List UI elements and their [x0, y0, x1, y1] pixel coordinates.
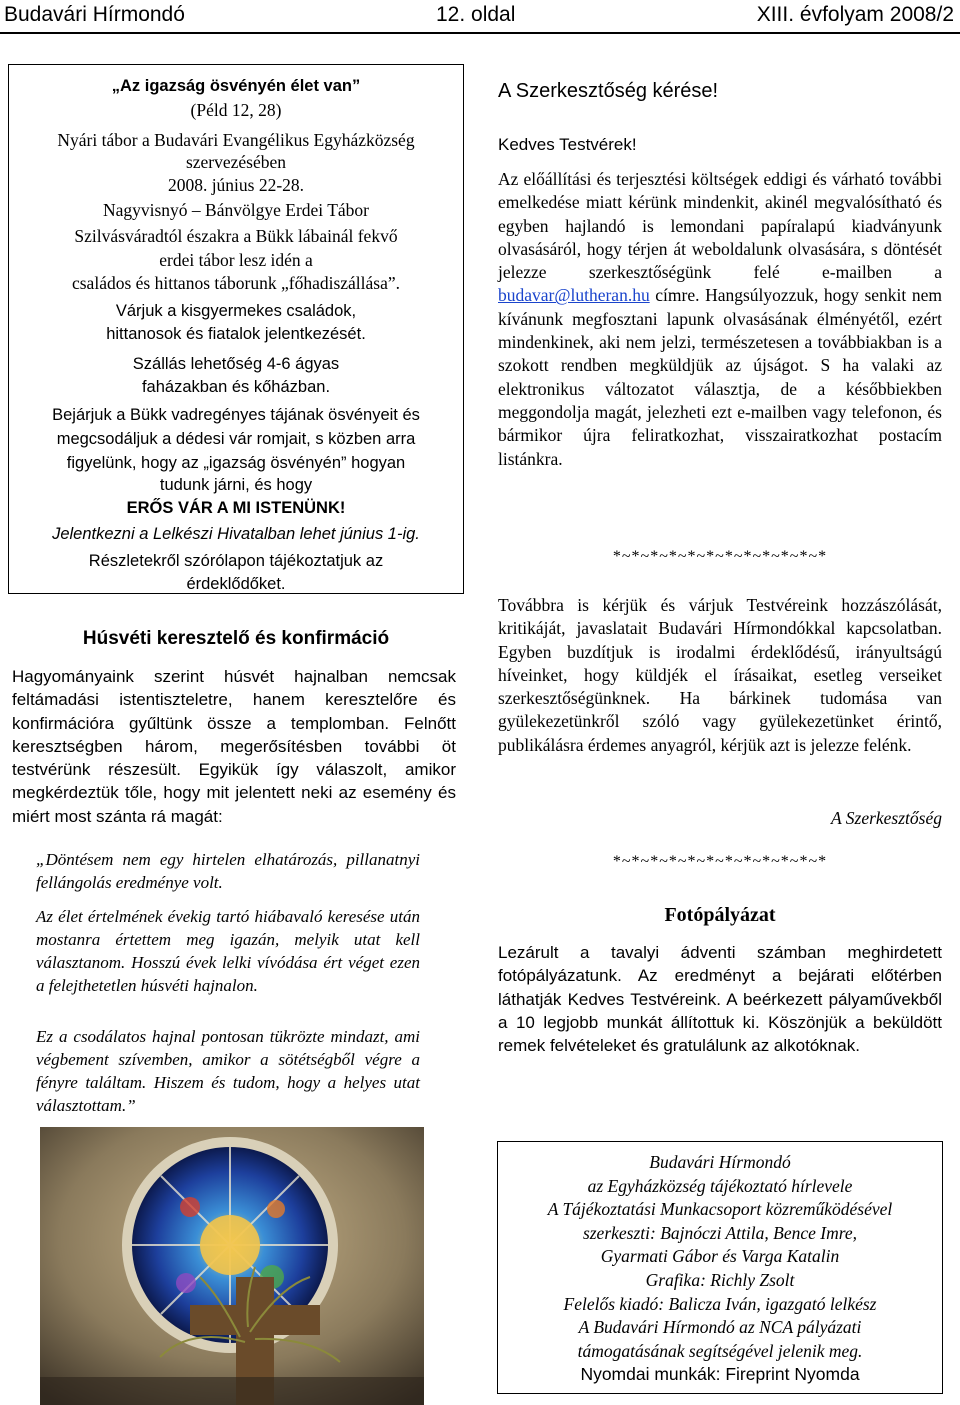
editor-body2: Továbbra is kérjük és várjuk Testvéreink hozzászólását, kritikáját, javaslatait Budavári Hírmondókkal kapcsolatban. Egyben buzdítjuk is irodalmi érdeklődésű, irányultságú híveinket, hogy küldjék el írásaikat, esetleg verseiket szerkesztőségünknek. Ha bárkinek tudomása van gyülekezetünkről szóló vagy gyülekezetünket érintő, publikálásra érdemes anyagról, kérjük azt is jelezze felénk. — [498, 595, 942, 755]
baptism-title: Húsvéti keresztelő és konfirmáció — [82, 628, 390, 649]
editor-body-text: címre. Hangsúlyozzuk, hogy senkit nem kívánunk megfosztani lapunk olvasásának élményétől, ezért mindenkinek, aki nem jelzi, természetesen a továbbiakban is a szokott rendben megküldjük az újságot. S ha valaki az elektronikus változatot választja, de a későbbiekben meggondolja magát, jelezheti ezt e-mailben vagy telefonon, és bármikor újra feliratkozhat, visszairatkozhat postacím listánkra. — [498, 285, 942, 469]
photo-contest-body: Lezárult a tavalyi ádventi számban meghirdetett fotópályázatunk. Az eredményt a bejárati előtérben láthatják Kedves Testvéreink. A beérkezett pályaművekből a 10 legjobb munkát állítottuk ki. Köszönjük a beküldött remek felvételeket és gratulálunk az alkotóknak. — [498, 943, 942, 1056]
camp-details: Részletekről szórólapon tájékoztatjuk az — [88, 552, 384, 570]
impressum-line: támogatásának segítségével jelenik meg. — [577, 1341, 863, 1361]
editor-signature: A Szerkesztőség — [831, 808, 942, 828]
church-window-photo — [40, 1127, 424, 1405]
camp-title: „Az igazság ösvényén élet van” — [111, 77, 361, 95]
impressum-line: az Egyházközség tájékoztató hírlevele — [587, 1176, 853, 1196]
camp-trip: megcsodáljuk a dédesi vár romjait, s közben arra — [56, 430, 416, 448]
camp-reference: (Péld 12, 28) — [190, 100, 282, 120]
camp-wait: hittanosok és fiatalok jelentkezését. — [106, 325, 366, 343]
baptism-quote: Ez a csodálatos hajnal pontosan tükrözte mindazt, ami végbement szívemben, amikor a sötétségből végre a fényre találtam. Hiszem és tudom, hogy a helyes utat választottam.” — [36, 1027, 420, 1115]
camp-date: 2008. június 22-28. — [167, 175, 305, 195]
camp-motto: ERŐS VÁR A MI ISTENÜNK! — [126, 499, 346, 517]
impressum-line: Nyomdai munkák: Fireprint Nyomda — [580, 1364, 860, 1384]
impressum-line: Felelős kiadó: Balicza Iván, igazgató lelkész — [563, 1294, 877, 1314]
photo-contest-title: Fotópályázat — [664, 904, 776, 926]
header-rule — [0, 32, 960, 34]
camp-lodging: Szállás lehetőség 4-6 ágyas — [132, 355, 340, 373]
editor-email-link[interactable]: budavar@lutheran.hu — [498, 285, 650, 306]
camp-trip: tudunk járni, és hogy — [159, 476, 313, 494]
camp-desc: családos és hittanos táborunk „főhadiszállása”. — [71, 273, 400, 293]
impressum-line: Grafika: Richly Zsolt — [645, 1270, 795, 1290]
editor-title: A Szerkesztőség kérése! — [498, 80, 719, 102]
header-page: 12. oldal — [436, 3, 516, 26]
editor-body-text: Az előállítási és terjesztési költségek eddigi és várható további emelkedése miatt kérünk mindenkit, akinél megvalósítható és egyben hajlandó is lemondani papíralapú kiadványunk olvasásáról, hogy térjen át weboldalunk olvasására, s döntését jelezze szerkesztőségünk felé e-mailben a — [498, 169, 942, 283]
separator: *~*~*~*~*~*~*~*~*~*~*~* — [612, 548, 828, 565]
impressum-line: A Tájékoztatási Munkacsoport közreműködésével — [547, 1199, 893, 1219]
editor-greeting: Kedves Testvérek! — [498, 135, 637, 154]
camp-lodging: faházakban és kőházban. — [141, 378, 331, 396]
camp-line: szervezésében — [185, 152, 287, 172]
camp-apply: Jelentkezni a Lelkészi Hivatalban lehet június 1-ig. — [52, 525, 420, 543]
camp-line: Nyári tábor a Budavári Evangélikus Egyházközség — [57, 130, 415, 150]
camp-place: Nagyvisnyó – Bánvölgye Erdei Tábor — [102, 200, 369, 220]
impressum-line: szerkeszti: Bajnóczi Attila, Bence Imre, — [582, 1223, 858, 1243]
camp-trip: figyelünk, hogy az „igazság ösvényén” hogyan — [66, 454, 406, 472]
camp-trip: Bejárjuk a Bükk vadregényes tájának ösvényeit és — [52, 406, 420, 424]
header-volume: XIII. évfolyam 2008/2 — [756, 3, 954, 26]
baptism-quote: Az élet értelmének évekig tartó hiábavaló keresése után mostanra értettem meg igazán, melyik utat kell választanom. Hosszú évek lelki vívódása ért véget ezen a felejthetetlen húsvéti hajnalon. — [36, 907, 420, 995]
camp-desc: erdei tábor lesz idén a — [159, 250, 313, 270]
camp-details: érdeklődőket. — [186, 575, 286, 593]
separator: *~*~*~*~*~*~*~*~*~*~*~* — [612, 853, 828, 870]
impressum-line: Budavári Hírmondó — [649, 1152, 791, 1172]
camp-wait: Várjuk a kisgyermekes családok, — [115, 302, 357, 320]
impressum-line: Gyarmati Gábor és Varga Katalin — [600, 1246, 840, 1266]
page-header — [0, 0, 960, 30]
baptism-quote: „Döntésem nem egy hirtelen elhatározás, pillanatnyi fellángolás eredménye volt. — [36, 850, 420, 892]
camp-desc: Szilvásváradtól északra a Bükk lábainál fekvő — [74, 226, 398, 246]
header-publication: Budavári Hírmondó — [4, 3, 185, 26]
baptism-body: Hagyományaink szerint húsvét hajnalban nemcsak feltámadási istentiszteletre, hanem keresztelőre és konfirmációra gyűltünk össze a templomban. Felnőtt keresztségben három, megerősítésben további öt testvérünk részesült. Egyikük így válaszolt, amikor megkérdeztük tőle, hogy mit jelentett neki az esemény és miért most szánta rá magát: — [12, 667, 456, 826]
editor-body — [498, 168, 942, 471]
impressum-line: A Budavári Hírmondó az NCA pályázati — [578, 1317, 862, 1337]
